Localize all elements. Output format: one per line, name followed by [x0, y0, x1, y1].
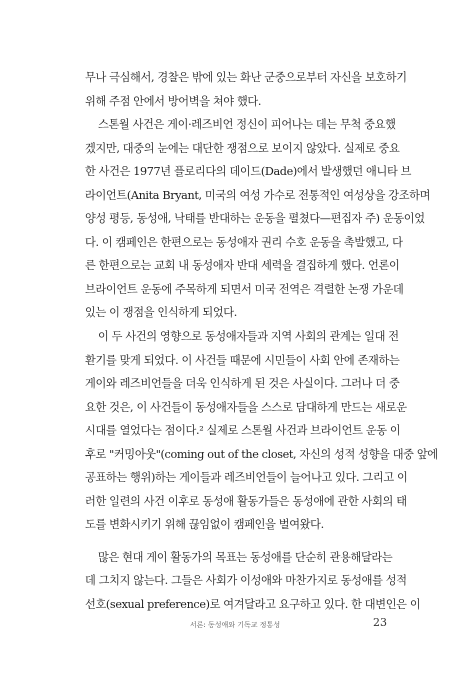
text-line: 한 사건은 1977년 플로리다의 데이드(Dade)에서 발생했던 애니타 브 — [85, 165, 412, 179]
text-line: 라이언트(Anita Bryant, 미국의 여성 가수로 전통적인 여성상을 강조하며 — [85, 188, 431, 202]
text-line: 시대를 열었다는 점이다.² 실제로 스톤월 사건과 브라이언트 운동 이 — [85, 424, 401, 438]
text-line: 요한 것은, 이 사건들이 동성애자들을 스스로 담대하게 만드는 새로운 — [85, 400, 407, 414]
text-line: 선호(sexual preference)로 여겨달라고 요구하고 있다. 한 대변인은 이 — [85, 598, 421, 612]
text-line: 위해 주점 안에서 방어벽을 쳐야 했다. — [85, 94, 262, 108]
body-text — [85, 66, 438, 617]
text-line: 공표하는 행위)하는 게이들과 레즈비언들이 늘어나고 있다. 그리고 이 — [85, 471, 408, 485]
text-line: 후로 "커밍아웃"(coming out of the closet, 자신의 성적 성향을 대중 앞에 — [85, 447, 438, 461]
text-line: 겠지만, 대중의 눈에는 대단한 쟁점으로 보이지 않았다. 실제로 중요 — [85, 141, 400, 155]
text-line: 환기를 맞게 되었다. 이 사건들 때문에 시민들이 사회 안에 존재하는 — [85, 353, 400, 367]
text-line: 브라이언트 운동에 주목하게 되면서 미국 전역은 격렬한 논쟁 가운데 — [85, 282, 404, 296]
running-footer-title: 서론: 동성애와 기독교 정통성 — [189, 621, 281, 629]
text-line: 있는 이 쟁점을 인식하게 되었다. — [85, 306, 237, 320]
paragraph-start-line: 이 두 사건의 영향으로 동성애자들과 지역 사회의 관계는 일대 전 — [98, 330, 399, 344]
paragraph-start-line: 많은 현대 게이 활동가의 목표는 동성애를 단순히 관용해달라는 — [98, 550, 393, 564]
page-number: 23 — [373, 616, 387, 629]
text-line: 른 한편으로는 교회 내 동성애자 반대 세력을 결집하게 했다. 언론이 — [85, 259, 400, 273]
text-line: 무나 극심해서, 경찰은 밖에 있는 화난 군중으로부터 자신을 보호하기 — [85, 71, 407, 84]
text-line: 양성 평등, 동성애, 낙태를 반대하는 운동을 펼쳤다—편집자 주) 운동이었 — [85, 212, 425, 226]
text-line: 러한 일련의 사건 이후로 동성애 활동가들은 동성애에 관한 사회의 태 — [85, 494, 407, 508]
text-line: 도를 변화시키기 위해 끊임없이 캠페인을 벌여왔다. — [85, 518, 324, 532]
text-line: 데 그치지 않는다. 그들은 사회가 이성애와 마찬가지로 동성애를 성적 — [85, 574, 407, 588]
paragraph-start-line: 스톤월 사건은 게이·레즈비언 정신이 피어나는 데는 무척 중요했 — [98, 118, 396, 132]
text-line: 다. 이 캠페인은 한편으로는 동성애자 권리 수호 운동을 촉발했고, 다 — [85, 235, 403, 249]
text-line: 게이와 레즈비언들을 더욱 인식하게 된 것은 사실이다. 그러나 더 중 — [85, 377, 400, 391]
